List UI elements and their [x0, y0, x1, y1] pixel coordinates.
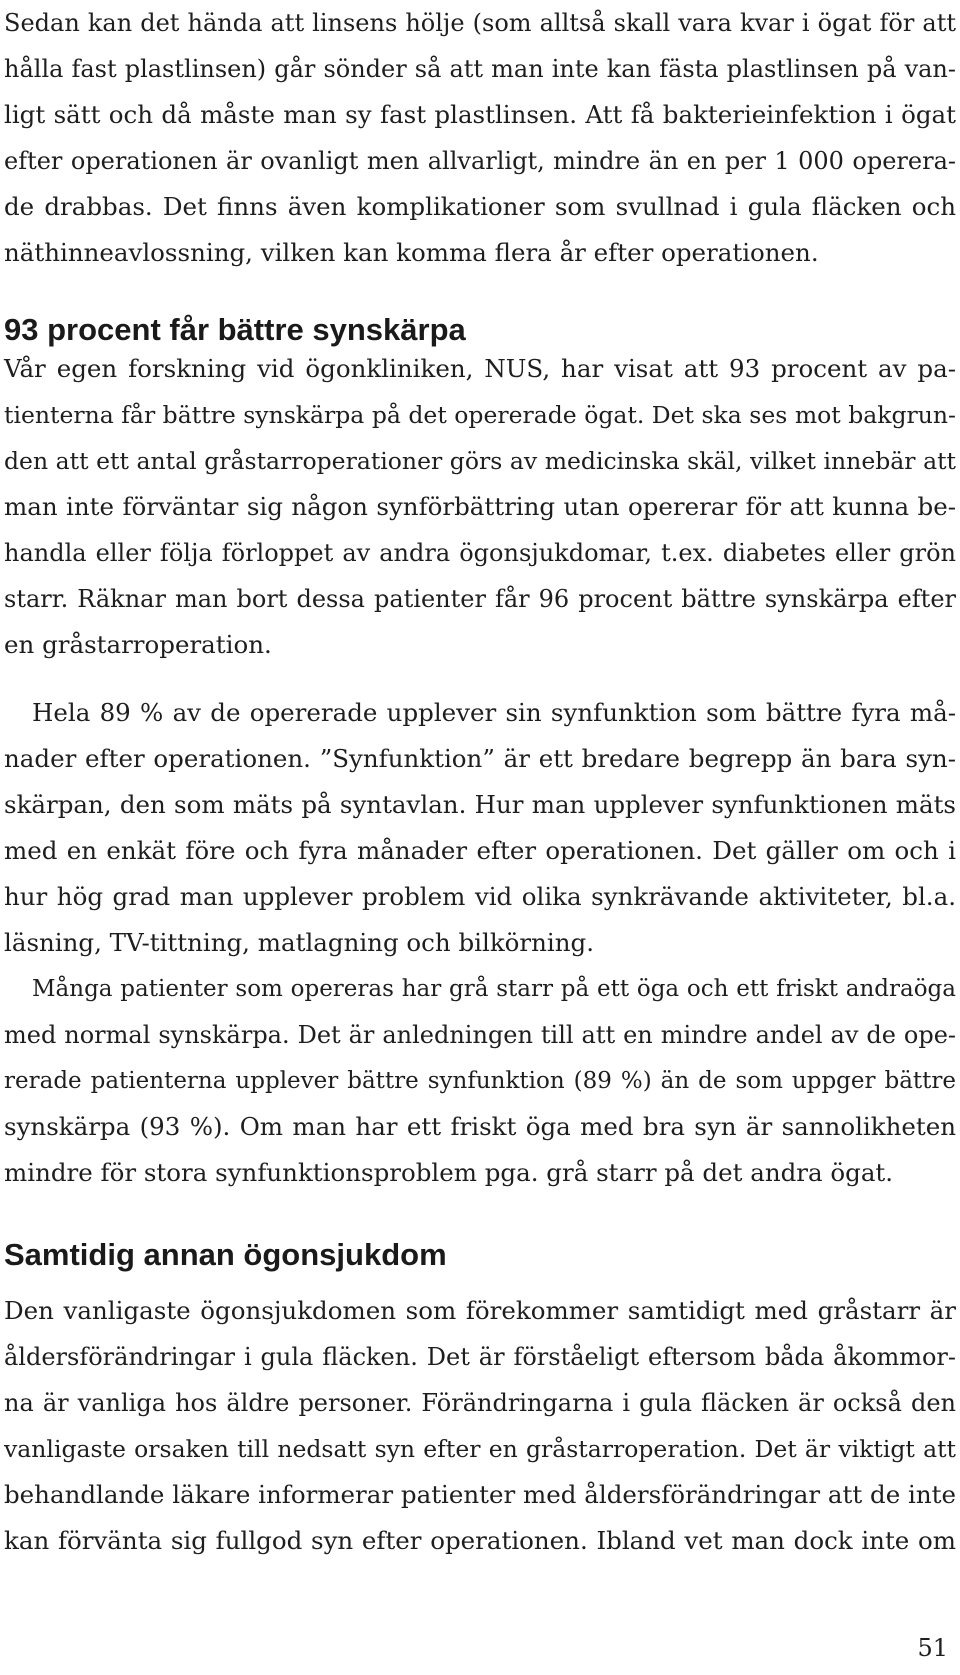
text-line: behandlande läkare informerar patienter med åldersförändringar att de inte — [4, 1480, 956, 1509]
page-number: 51 — [917, 1634, 948, 1662]
section-heading: 93 procent får bättre synskärpa — [4, 312, 466, 347]
text-line: handla eller följa förloppet av andra ögonsjukdomar, t.ex. diabetes eller grön — [4, 539, 956, 567]
paragraph-other-eye — [4, 966, 956, 1196]
paragraph-synfunktion — [4, 690, 956, 966]
text-line: läsning, TV-tittning, matlagning och bilkörning. — [4, 928, 594, 957]
text-line: Många patienter som opereras har grå starr på ett öga och ett friskt andraöga — [32, 976, 956, 1002]
text-line: ligt sätt och då måste man sy fast plastlinsen. Att få bakterieinfektion i ögat — [4, 100, 956, 129]
text-line: åldersförändringar i gula fläcken. Det är förståeligt eftersom båda åkommor- — [4, 1343, 956, 1371]
text-line: starr. Räknar man bort dessa patienter får 96 procent bättre synskärpa efter — [4, 585, 956, 613]
text-line: skärpan, den som mäts på syntavlan. Hur man upplever synfunktionen mäts — [4, 790, 956, 819]
text-line: med en enkät före och fyra månader efter operationen. Det gäller om och i — [4, 836, 956, 865]
text-line: kan förvänta sig fullgod syn efter operationen. Ibland vet man dock inte om — [4, 1526, 956, 1555]
text-line: man inte förväntar sig någon synförbättring utan opererar för att kunna be- — [4, 492, 956, 521]
text-line: efter operationen är ovanligt men allvarligt, mindre än en per 1 000 operera- — [4, 147, 956, 175]
text-line: vanligaste orsaken till nedsatt syn efter en gråstarroperation. Det är viktigt att — [4, 1435, 956, 1463]
text-line: nader efter operationen. ”Synfunktion” är ett bredare begrepp än bara syn- — [4, 744, 956, 773]
text-line: Sedan kan det hända att linsens hölje (som alltså skall vara kvar i ögat för att — [4, 9, 956, 37]
text-line: hålla fast plastlinsen) går sönder så att man inte kan fästa plastlinsen på van- — [4, 55, 956, 83]
text-line: näthinneavlossning, vilken kan komma flera år efter operationen. — [4, 238, 819, 267]
paragraph-complications — [4, 0, 956, 276]
text-line: Hela 89 % av de opererade upplever sin synfunktion som bättre fyra må- — [32, 698, 956, 727]
text-line: tienterna får bättre synskärpa på det opererade ögat. Det ska ses mot bakgrun- — [4, 401, 956, 429]
text-line: mindre för stora synfunktionsproblem pga. grå starr på det andra ögat. — [4, 1158, 894, 1187]
text-line: med normal synskärpa. Det är anledningen till att en mindre andel av de ope- — [4, 1021, 956, 1049]
section-heading: Samtidig annan ögonsjukdom — [4, 1237, 447, 1272]
text-line: de drabbas. Det finns även komplikationer som svullnad i gula fläcken och — [4, 192, 956, 221]
text-line: hur hög grad man upplever problem vid olika synkrävande aktiviteter, bl.a. — [4, 882, 956, 911]
text-line: Vår egen forskning vid ögonkliniken, NUS, har visat att 93 procent av pa- — [4, 354, 956, 383]
text-line: na är vanliga hos äldre personer. Förändringarna i gula fläcken är också den — [4, 1389, 956, 1417]
text-line: den att ett antal gråstarroperationer görs av medicinska skäl, vilket innebär att — [4, 447, 956, 475]
text-line: synskärpa (93 %). Om man har ett friskt öga med bra syn är sannolikheten — [4, 1112, 956, 1141]
text-line: rerade patienterna upplever bättre synfunktion (89 %) än de som uppger bättre — [4, 1068, 956, 1094]
text-line: Den vanligaste ögonsjukdomen som förekommer samtidigt med gråstarr är — [4, 1296, 956, 1325]
paragraph-research — [4, 346, 956, 668]
text-line: en gråstarroperation. — [4, 630, 272, 659]
paragraph-other-disease — [4, 1288, 956, 1564]
